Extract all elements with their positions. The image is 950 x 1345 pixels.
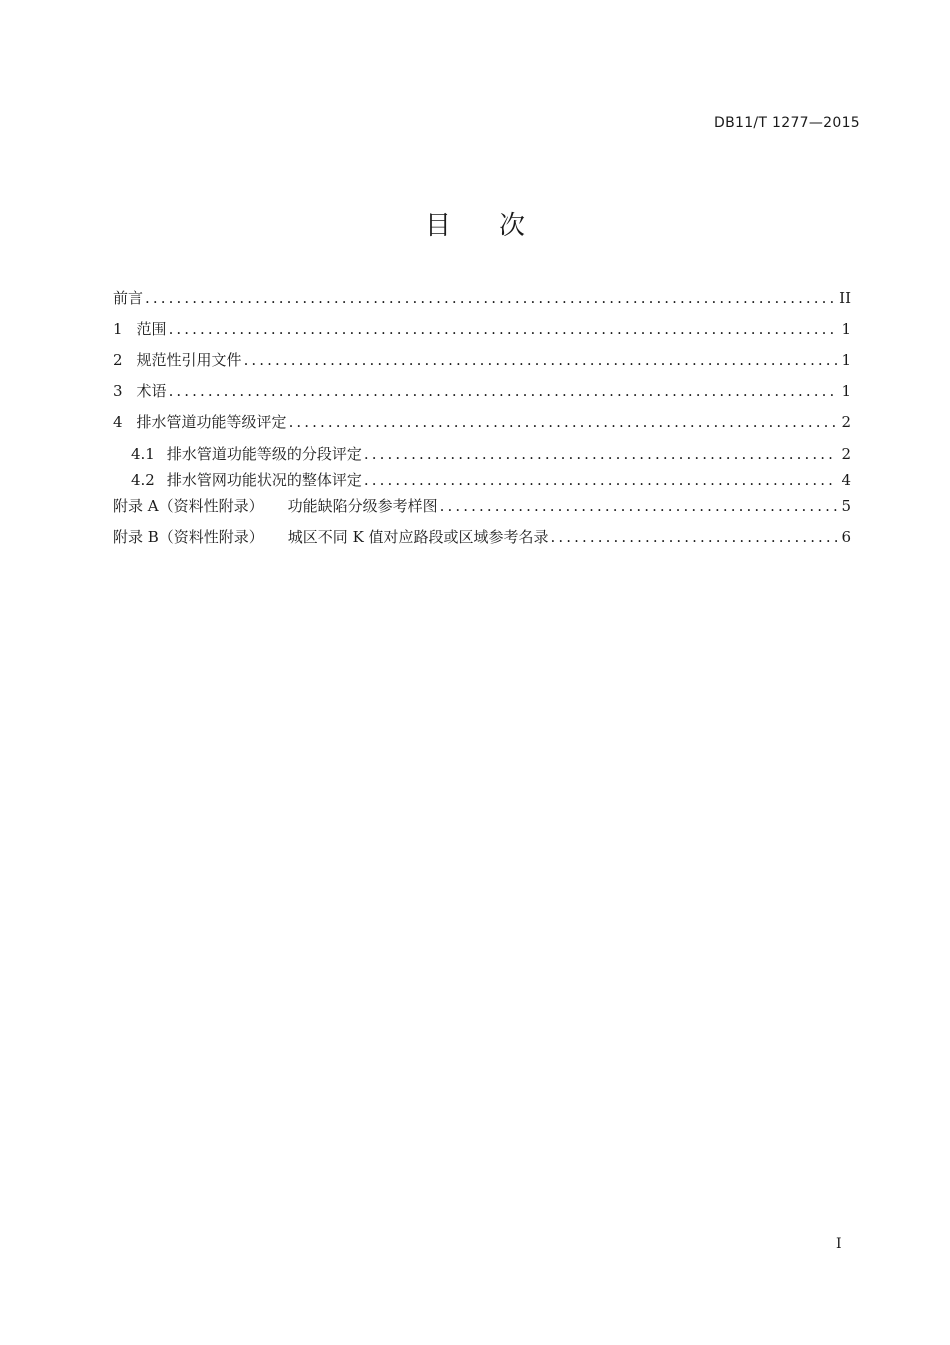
toc-leader-dots	[169, 317, 838, 341]
toc-leader-dots	[364, 468, 838, 492]
toc-entry-annex-b[interactable]	[113, 525, 851, 556]
toc-page-number: II	[839, 289, 851, 307]
toc-leader-dots	[145, 286, 835, 310]
standard-code: DB11/T 1277—2015	[714, 115, 860, 131]
page-title	[0, 205, 950, 242]
title-char-2: 次	[499, 211, 526, 241]
toc-entry-title: 排水管网功能状况的整体评定	[166, 471, 362, 489]
toc-entry-label	[113, 317, 169, 341]
toc-entry-label	[113, 286, 145, 310]
toc-leader-dots	[244, 348, 838, 372]
toc-entry-number: 4	[113, 413, 123, 431]
toc-entry-label	[131, 468, 364, 492]
toc-entry-number: 3	[113, 382, 123, 400]
toc-entry-label	[131, 442, 364, 466]
toc-entry-foreword[interactable]	[113, 286, 851, 317]
toc-entry-label	[113, 348, 244, 372]
toc-page-number: 2	[841, 413, 851, 431]
toc-entry-section-4[interactable]	[113, 410, 851, 441]
toc-entry-title: 功能缺陷分级参考样图	[287, 497, 438, 515]
toc-entry-title: 排水管道功能等级的分段评定	[166, 445, 362, 463]
toc-entry-label	[113, 494, 440, 518]
toc-leader-dots	[169, 379, 838, 403]
toc-entry-scope[interactable]	[113, 317, 851, 348]
toc-entry-normative-references[interactable]	[113, 348, 851, 379]
toc-entry-number: 1	[113, 320, 123, 338]
toc-leader-dots	[440, 494, 838, 518]
toc-entry-number: 2	[113, 351, 123, 369]
table-of-contents	[113, 286, 851, 556]
toc-entry-title: 术语	[136, 382, 167, 400]
toc-leader-dots	[551, 525, 838, 549]
toc-entry-label	[113, 379, 169, 403]
footer-page-number: I	[836, 1236, 842, 1252]
toc-entry-number: 4.2	[131, 471, 155, 489]
toc-page-number: 1	[841, 382, 851, 400]
toc-entry-label	[113, 410, 289, 434]
toc-leader-dots	[364, 442, 838, 466]
toc-page-number: 1	[841, 320, 851, 338]
toc-entry-section-4-1[interactable]	[113, 442, 851, 468]
toc-page-number: 4	[841, 471, 851, 489]
toc-entry-terms[interactable]	[113, 379, 851, 410]
toc-entry-number: 4.1	[131, 445, 155, 463]
toc-entry-annex-a[interactable]	[113, 494, 851, 525]
toc-page-number: 2	[841, 445, 851, 463]
toc-entry-section-4-2[interactable]	[113, 468, 851, 494]
toc-entry-label	[113, 525, 551, 549]
toc-leader-dots	[289, 410, 838, 434]
toc-entry-title: 城区不同 K 值对应路段或区域参考名录	[287, 528, 549, 546]
toc-page-number: 1	[841, 351, 851, 369]
toc-entry-title: 排水管道功能等级评定	[136, 413, 287, 431]
toc-annex-label: 附录 B（资料性附录）	[113, 528, 264, 546]
toc-annex-label: 附录 A（资料性附录）	[113, 497, 264, 515]
toc-entry-title: 范围	[136, 320, 167, 338]
toc-page-number: 6	[841, 528, 851, 546]
toc-entry-title: 前言	[113, 289, 144, 307]
toc-page-number: 5	[841, 497, 851, 515]
toc-entry-title: 规范性引用文件	[136, 351, 242, 369]
title-char-1: 目	[424, 211, 451, 241]
